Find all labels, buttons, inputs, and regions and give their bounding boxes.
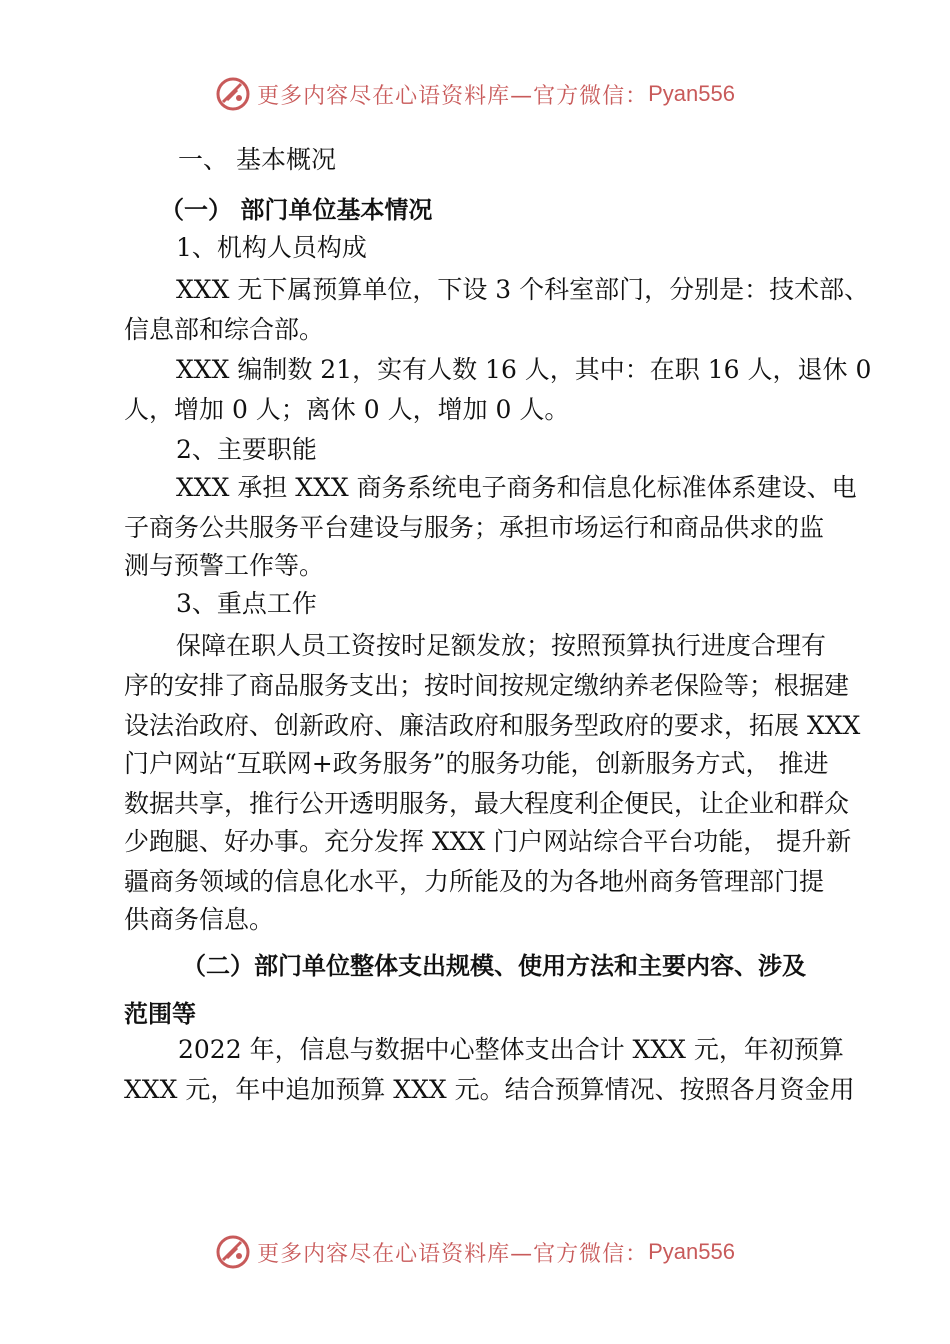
item-title: 2、主要职能 bbox=[176, 435, 317, 464]
paragraph-line: 测与预警工作等。 bbox=[124, 551, 325, 580]
paragraph-line: 2022 年，信息与数据中心整体支出合计 XXX 元，年初预算 bbox=[178, 1035, 844, 1064]
paragraph-line: XXX 编制数 21，实有人数 16 人，其中：在职 16 人，退休 0 bbox=[176, 355, 872, 384]
watermark-account: Pyan556 bbox=[648, 81, 735, 106]
paragraph-line: 信息部和综合部。 bbox=[124, 315, 325, 344]
paragraph-line: XXX 承担 XXX 商务系统电子商务和信息化标准体系建设、电 bbox=[176, 473, 857, 502]
paragraph-line: XXX 元，年中追加预算 XXX 元。结合预算情况、按照各月资金用 bbox=[124, 1075, 855, 1104]
watermark-text: 更多内容尽在心语资料库—官方微信： bbox=[257, 1241, 649, 1267]
paragraph-line: 子商务公共服务平台建设与服务；承担市场运行和商品供求的监 bbox=[124, 513, 825, 542]
paragraph-line: XXX 无下属预算单位，下设 3 个科室部门，分别是：技术部、 bbox=[176, 275, 870, 304]
paragraph-line: 少跑腿、好办事。充分发挥 XXX 门户网站综合平台功能， 提升新 bbox=[124, 827, 852, 856]
brush-logo-icon bbox=[215, 1234, 251, 1270]
header-watermark bbox=[0, 72, 950, 116]
paragraph-line: 设法治政府、创新政府、廉洁政府和服务型政府的要求，拓展 XXX bbox=[124, 711, 861, 740]
item-title: 3、重点工作 bbox=[176, 589, 317, 618]
item-title: 1、机构人员构成 bbox=[176, 233, 367, 262]
paragraph-line: 门户网站“互联网+政务服务”的服务功能，创新服务方式， 推进 bbox=[124, 749, 829, 778]
section-title: 一、 基本概况 bbox=[178, 145, 336, 174]
paragraph-line: 数据共享，推行公开透明服务，最大程度利企便民，让企业和群众 bbox=[124, 789, 850, 818]
paragraph-line: 供商务信息。 bbox=[124, 905, 275, 934]
subsection-title: （一） 部门单位基本情况 bbox=[160, 196, 433, 224]
paragraph-line: 序的安排了商品服务支出；按时间按规定缴纳养老保险等；根据建 bbox=[124, 671, 850, 700]
paragraph-line: 人，增加 0 人；离休 0 人，增加 0 人。 bbox=[124, 395, 570, 424]
subsection-title: （二）部门单位整体支出规模、使用方法和主要内容、涉及 bbox=[182, 952, 806, 980]
watermark-text: 更多内容尽在心语资料库—官方微信： bbox=[257, 83, 649, 109]
paragraph-line: 疆商务领域的信息化水平，力所能及的为各地州商务管理部门提 bbox=[124, 867, 825, 896]
brush-logo-icon bbox=[215, 76, 251, 112]
subsection-title-cont: 范围等 bbox=[124, 1000, 196, 1028]
watermark-account: Pyan556 bbox=[648, 1239, 735, 1264]
paragraph-line: 保障在职人员工资按时足额发放；按照预算执行进度合理有 bbox=[176, 631, 827, 660]
footer-watermark bbox=[0, 1230, 950, 1274]
